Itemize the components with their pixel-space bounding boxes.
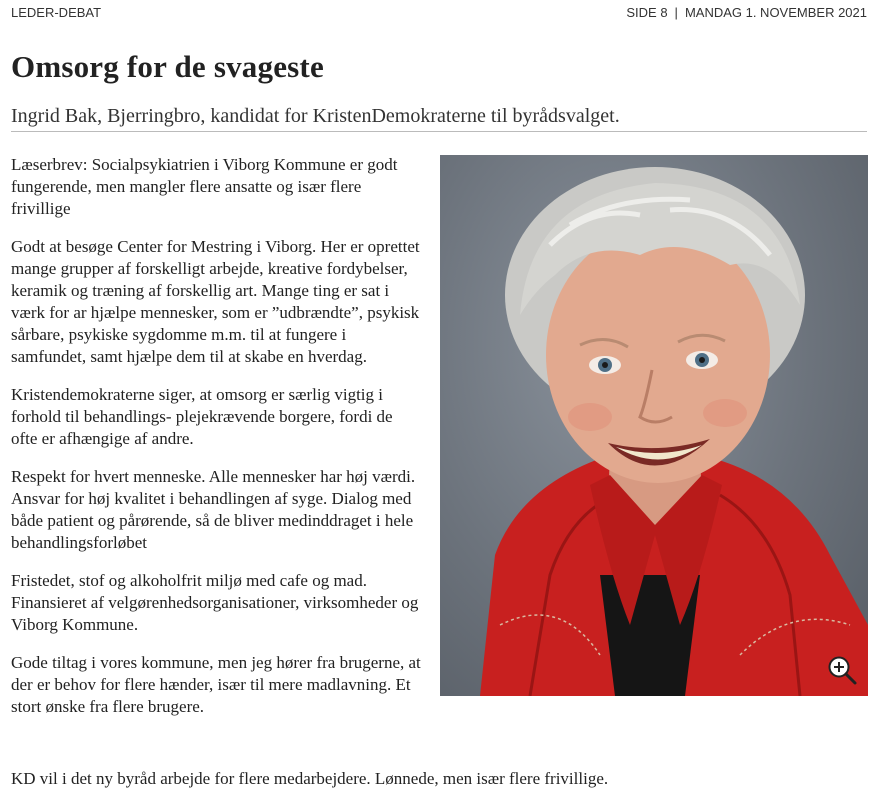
section-label: LEDER-DEBAT	[11, 5, 102, 20]
page-header	[11, 5, 867, 23]
article-paragraph: Godt at besøge Center for Mestring i Viborg. Her er oprettet mange grupper af forskelligt arbejde, kreative fordybelser, keramik og træning af forskellig art. Mange ting er sat i værk for ar hjælpe mennesker, som er ”udbrændte”, psykisk sårbare, psykiske sygdomme m.m. til at fungere i samfundet, samt hjælpe dem til at skabe en hverdag.	[11, 237, 420, 366]
article-paragraph: Læserbrev: Socialpsykiatrien i Viborg Kommune er godt fungerende, men mangler flere ansatte og især flere frivillige	[11, 155, 398, 218]
article-closing: KD vil i det ny byråd arbejde for flere medarbejdere. Lønnede, men især flere frivillige.	[11, 769, 609, 788]
article-body	[11, 154, 421, 734]
article-paragraph: Fristedet, stof og alkoholfrit miljø med cafe og mad. Finansieret af velgørenhedsorganisationer, virksomheder og Viborg Kommune.	[11, 571, 419, 634]
issue-date: MANDAG 1. NOVEMBER 2021	[684, 5, 867, 20]
page-number: SIDE 8	[626, 5, 668, 20]
meta-separator: |	[674, 5, 678, 20]
portrait-illustration	[440, 155, 868, 696]
article-paragraph: Gode tiltag i vores kommune, men jeg hører fra brugerne, at der er behov for flere hænder, især til mere madlavning. Et stort ønske fra flere brugere.	[11, 653, 421, 716]
article-paragraph: Respekt for hvert menneske. Alle mennesker har høj værdi. Ansvar for høj kvalitet i behandlingen af syge. Dialog med både patient og pårørende, så de bliver medinddraget i hele behandlingsforløbet	[11, 467, 416, 552]
page-meta	[626, 5, 867, 20]
zoom-in-icon[interactable]	[826, 654, 858, 686]
article-byline: Ingrid Bak, Bjerringbro, kandidat for KristenDemokraterne til byrådsvalget.	[11, 105, 867, 132]
author-photo[interactable]	[440, 155, 868, 696]
article-title: Omsorg for de svageste	[11, 49, 324, 84]
article-paragraph: Kristendemokraterne siger, at omsorg er særlig vigtig i forhold til behandlings- plejekrævende borgere, fordi de ofte er afhængige af andre.	[11, 385, 393, 448]
